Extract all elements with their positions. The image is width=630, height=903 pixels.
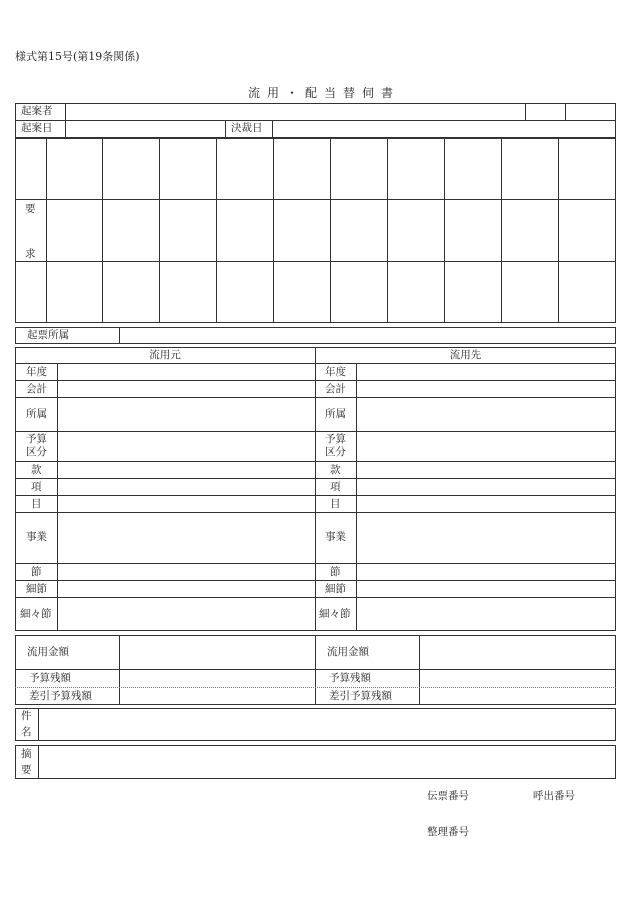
right-transfer-amount-label: 流用金額 xyxy=(327,646,369,658)
decision-date-label: 決裁日 xyxy=(231,122,263,134)
subject-label-bottom: 名 xyxy=(21,726,32,738)
source-row-setsu: 節 xyxy=(31,566,42,578)
summary-label-bottom: 要 xyxy=(21,764,32,776)
summary-field[interactable] xyxy=(40,746,615,778)
dest-row-year: 年度 xyxy=(325,366,346,378)
left-transfer-amount-field[interactable] xyxy=(121,636,314,668)
source-row-dept: 所属 xyxy=(26,408,47,420)
destination-heading: 流用先 xyxy=(449,349,482,361)
source-moku-field[interactable] xyxy=(59,496,314,511)
left-budget-remaining-label: 予算残額 xyxy=(29,672,71,684)
dest-dept-field[interactable] xyxy=(358,398,615,430)
request-grid xyxy=(15,138,616,323)
dest-moku-field[interactable] xyxy=(358,496,615,511)
dest-row-budget-class xyxy=(325,433,346,459)
dest-account-field[interactable] xyxy=(358,381,615,396)
decision-date-field[interactable] xyxy=(274,121,615,137)
dest-kan-field[interactable] xyxy=(358,462,615,477)
page-title: 流用・配当替伺書 xyxy=(248,86,401,100)
subject-field[interactable] xyxy=(40,709,615,740)
source-saisaisetsu-field[interactable] xyxy=(59,598,314,630)
dest-row-project: 事業 xyxy=(325,531,346,543)
right-budget-remaining-field[interactable] xyxy=(421,670,615,686)
form-number: 様式第15号(第19条関係) xyxy=(15,50,140,63)
source-row-saisetsu: 細節 xyxy=(26,583,47,595)
dest-row-setsu: 節 xyxy=(330,566,341,578)
source-saisetsu-field[interactable] xyxy=(59,581,314,596)
left-net-remaining-field[interactable] xyxy=(121,688,314,704)
drafter-label: 起案者 xyxy=(21,105,53,117)
source-row-budget: 予算 xyxy=(26,433,47,445)
dest-row-kan: 款 xyxy=(330,464,341,476)
source-row-moku: 目 xyxy=(31,498,42,510)
source-kan-field[interactable] xyxy=(59,462,314,477)
voucher-number-label: 伝票番号 xyxy=(427,790,469,802)
dest-row-dept: 所属 xyxy=(325,408,346,420)
left-net-remaining-label: 差引予算残額 xyxy=(29,690,92,702)
source-row-project: 事業 xyxy=(26,531,47,543)
source-row-kan: 款 xyxy=(31,464,42,476)
source-heading: 流用元 xyxy=(149,349,181,361)
dest-budget-class-field[interactable] xyxy=(358,432,615,460)
dest-row-budget: 予算 xyxy=(325,433,346,445)
draft-date-label: 起案日 xyxy=(21,122,53,134)
source-dept-field[interactable] xyxy=(59,398,314,430)
drafter-field[interactable] xyxy=(67,104,523,119)
dest-row-saisaisetsu: 細々節 xyxy=(319,608,351,620)
right-net-remaining-label: 差引予算残額 xyxy=(329,690,392,702)
dest-saisaisetsu-field[interactable] xyxy=(358,598,615,630)
dept-label: 起票所属 xyxy=(27,329,69,341)
subject-label-top: 件 xyxy=(21,710,32,722)
dest-row-kou: 項 xyxy=(330,481,341,493)
source-setsu-field[interactable] xyxy=(59,564,314,579)
dest-row-account: 会計 xyxy=(325,383,346,395)
dest-project-field[interactable] xyxy=(358,513,615,562)
dest-year-field[interactable] xyxy=(358,364,615,379)
call-number-label: 呼出番号 xyxy=(533,790,575,802)
source-row-kou: 項 xyxy=(31,481,42,493)
request-label-top: 要 xyxy=(25,203,36,215)
dest-row-class: 区分 xyxy=(325,446,346,458)
reference-number-label: 整理番号 xyxy=(427,826,469,838)
summary-label-top: 摘 xyxy=(21,748,32,760)
source-row-year: 年度 xyxy=(26,366,47,378)
dest-row-saisetsu: 細節 xyxy=(325,583,346,595)
drafter-extra-field-2[interactable] xyxy=(567,104,615,119)
right-net-remaining-field[interactable] xyxy=(421,688,615,704)
dest-row-moku: 目 xyxy=(330,498,341,510)
left-budget-remaining-field[interactable] xyxy=(121,670,314,686)
source-row-class: 区分 xyxy=(26,446,47,458)
source-row-budget-class xyxy=(26,433,47,459)
source-budget-class-field[interactable] xyxy=(59,432,314,460)
source-kou-field[interactable] xyxy=(59,479,314,494)
source-row-account: 会計 xyxy=(26,383,47,395)
draft-date-field[interactable] xyxy=(67,121,223,137)
source-account-field[interactable] xyxy=(59,381,314,396)
dest-saisetsu-field[interactable] xyxy=(358,581,615,596)
request-label-bottom: 求 xyxy=(25,248,36,260)
dest-setsu-field[interactable] xyxy=(358,564,615,579)
drafter-extra-field-1[interactable] xyxy=(527,104,563,119)
source-year-field[interactable] xyxy=(59,364,314,379)
right-budget-remaining-label: 予算残額 xyxy=(329,672,371,684)
right-transfer-amount-field[interactable] xyxy=(421,636,615,668)
dest-kou-field[interactable] xyxy=(358,479,615,494)
left-transfer-amount-label: 流用金額 xyxy=(27,646,69,658)
dept-field[interactable] xyxy=(121,328,615,343)
source-project-field[interactable] xyxy=(59,513,314,562)
source-row-saisaisetsu: 細々節 xyxy=(20,608,52,620)
